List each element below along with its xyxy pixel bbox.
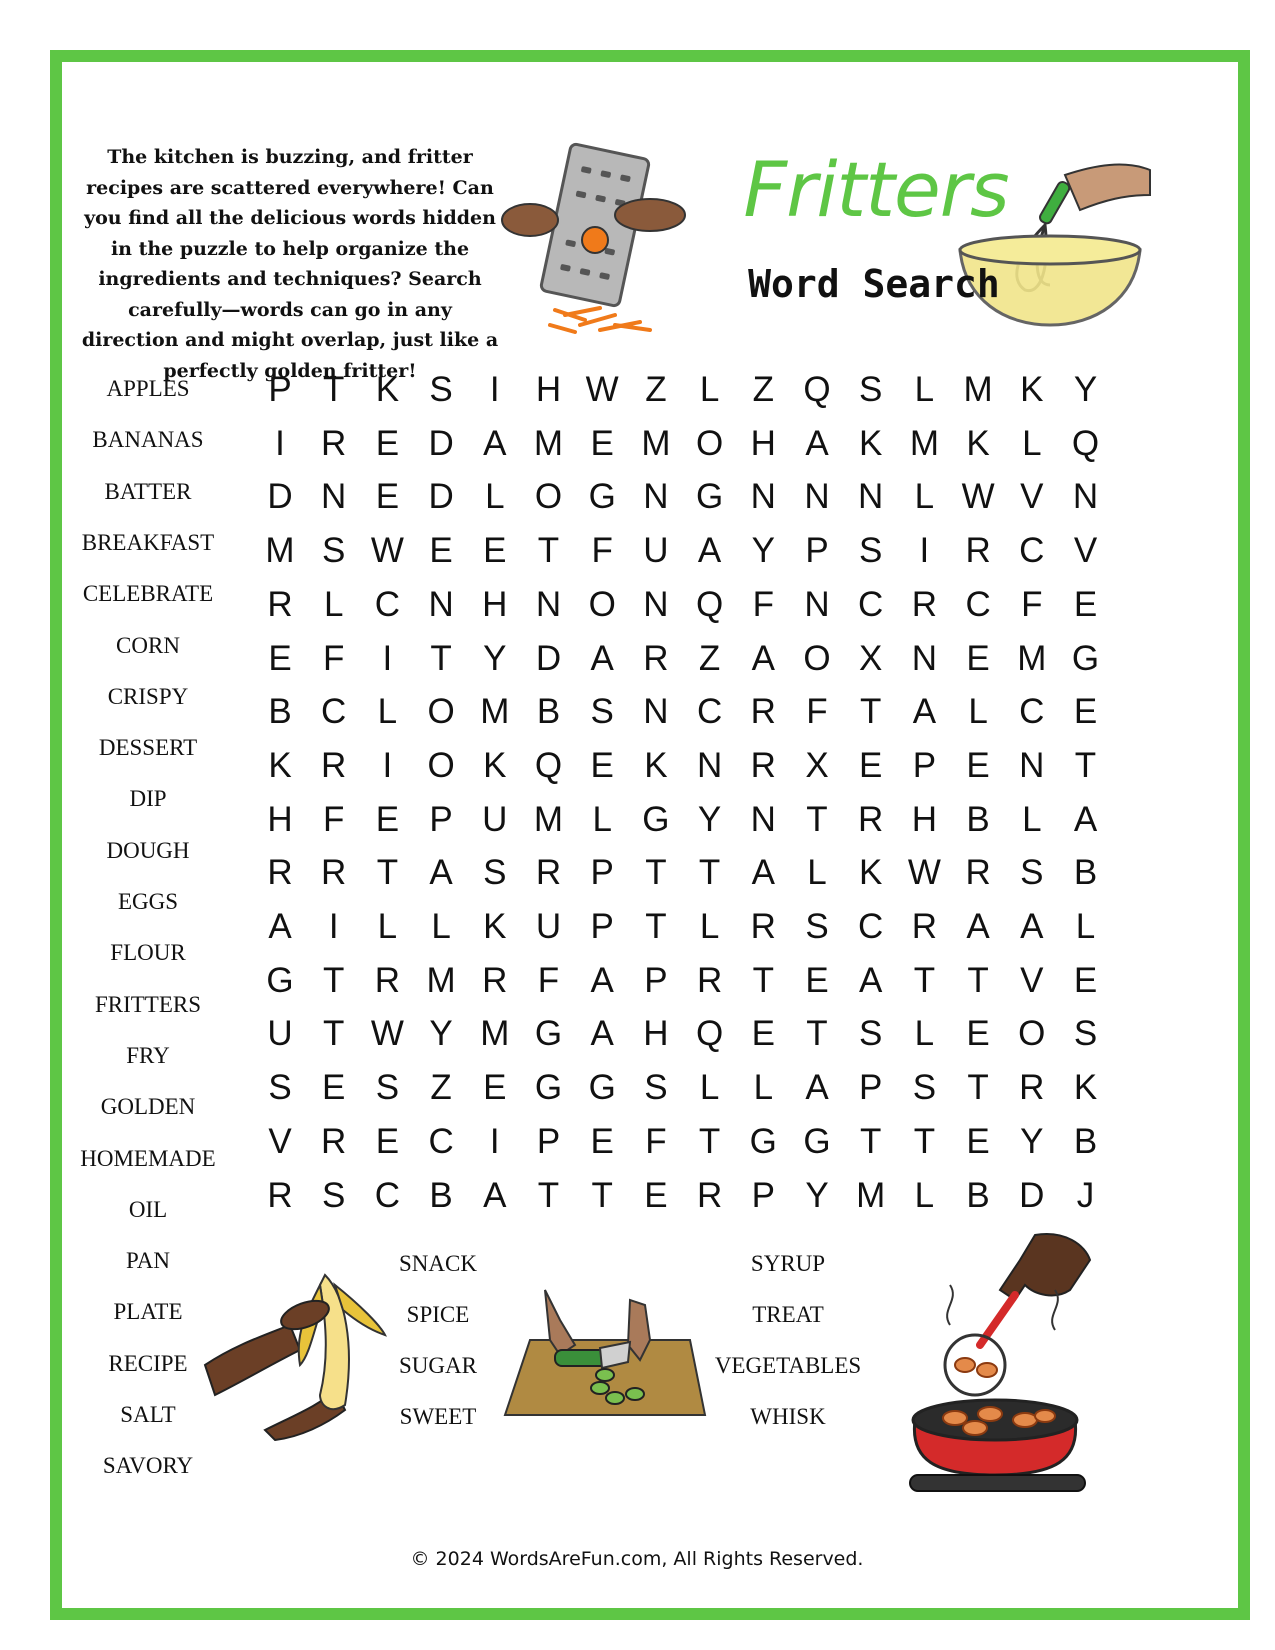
grid-cell: L (1075, 907, 1096, 946)
grid-cell: T (322, 370, 345, 409)
grid-cell: L (431, 907, 451, 946)
grid-cell: L (592, 799, 612, 839)
grid-cell: Y (805, 1175, 829, 1215)
grid-cell: C (696, 692, 723, 732)
word-list-item: BANANAS (92, 427, 204, 453)
grid-cell: A (429, 853, 453, 893)
grid-cell: L (699, 1068, 720, 1108)
grid-cell: A (590, 1014, 614, 1054)
grid-cell: L (699, 907, 720, 946)
cutting-board-icon (500, 1290, 710, 1425)
grid-cell: D (535, 638, 562, 678)
grid-cell: S (429, 370, 453, 409)
grid-cell: O (695, 423, 724, 463)
grid-cell: R (267, 853, 293, 893)
grid-cell: L (914, 1014, 935, 1054)
grid-cell: K (483, 907, 507, 946)
grid-cell: T (698, 1121, 721, 1161)
grid-cell: Z (645, 370, 667, 409)
grid-cell: N (535, 584, 562, 624)
grid-cell: F (322, 799, 345, 839)
grid-cell: I (275, 423, 285, 463)
grid-cell: K (483, 745, 507, 785)
grid-cell: N (1019, 745, 1045, 785)
grid-cell: A (590, 960, 614, 1000)
grid-cell: R (911, 584, 938, 624)
grid-cell: S (322, 531, 346, 571)
grid-cell: O (1018, 1014, 1046, 1054)
grid-cell: P (751, 1175, 775, 1215)
grid-cell: I (382, 745, 393, 785)
grid-cell: N (696, 745, 723, 785)
grid-cell: T (752, 960, 774, 1000)
grid-cell: P (268, 370, 292, 409)
grid-cell: Y (697, 799, 722, 839)
grid-cell: R (321, 1121, 347, 1161)
grid-cell: V (268, 1121, 292, 1161)
grid-cell: A (805, 1068, 829, 1108)
grid-cell: E (1073, 584, 1098, 624)
grid-cell: L (323, 584, 344, 624)
grid-cell: O (427, 745, 455, 785)
grid-cell: U (267, 1014, 293, 1054)
grid-cell: S (322, 1175, 346, 1215)
word-list-item: DOUGH (106, 837, 190, 863)
grid-cell: L (1022, 799, 1042, 839)
grid-cell: A (590, 638, 614, 678)
word-list-item: SUGAR (399, 1353, 477, 1378)
grid-cell: Q (695, 584, 724, 624)
grid-cell: L (914, 477, 935, 517)
grid-cell: E (375, 423, 400, 463)
grid-cell: F (322, 638, 345, 678)
word-list-item: BATTER (104, 478, 192, 504)
grid-cell: W (370, 531, 404, 571)
grid-cell: Z (698, 638, 721, 678)
grid-cell: S (859, 370, 883, 409)
grid-cell: R (321, 853, 347, 893)
grid-cell: G (1071, 638, 1100, 678)
grid-cell: G (588, 477, 616, 517)
grid-cell: B (1073, 853, 1098, 893)
grid-cell: L (377, 692, 398, 732)
grid-cell: K (375, 370, 400, 409)
grid-cell: H (482, 584, 508, 624)
grid-cell: E (590, 745, 614, 785)
grid-cell: A (1073, 799, 1098, 839)
grid-cell: M (909, 423, 939, 463)
grid-cell: N (750, 799, 776, 839)
frying-pan-icon (895, 1230, 1105, 1500)
grid-cell: G (588, 1068, 616, 1108)
word-list-item: SYRUP (750, 1251, 826, 1276)
grid-cell: A (966, 907, 990, 946)
grid-cell: S (590, 692, 614, 732)
word-list-item: FLOUR (110, 940, 186, 966)
grid-cell: O (803, 638, 831, 678)
grid-cell: F (752, 584, 774, 624)
grid-cell: T (913, 1121, 936, 1161)
grid-cell: C (428, 1121, 454, 1161)
grid-cell: H (911, 799, 938, 839)
word-list-item: PLATE (113, 1299, 183, 1325)
grid-cell: L (485, 477, 505, 517)
grid-cell: L (1022, 423, 1042, 463)
grid-cell: R (696, 960, 723, 1000)
grid-cell: L (699, 370, 720, 409)
grid-cell: R (535, 853, 562, 893)
grid-cell: I (489, 1121, 500, 1161)
grid-cell: P (805, 531, 829, 571)
grid-cell: E (966, 1014, 990, 1054)
grid-cell: B (429, 1175, 453, 1215)
word-list-item: CORN (116, 632, 180, 658)
grid-cell: S (644, 1068, 668, 1108)
grid-cell: E (966, 745, 990, 785)
grid-cell: E (322, 1068, 346, 1108)
grid-cell: C (1019, 692, 1045, 732)
grid-cell: C (858, 907, 884, 946)
grid-cell: R (267, 584, 293, 624)
grid-cell: R (750, 692, 776, 732)
grid-cell: C (321, 692, 347, 732)
banana-peel-icon (195, 1255, 395, 1440)
grid-cell: B (966, 1175, 990, 1215)
grid-cell: O (534, 477, 563, 517)
word-list-item: VEGETABLES (714, 1353, 862, 1378)
grid-cell: E (966, 1121, 990, 1161)
grid-cell: M (963, 370, 993, 409)
grid-cell: Q (803, 370, 831, 409)
grid-cell: A (805, 423, 829, 463)
grid-cell: E (375, 477, 400, 517)
grid-cell: C (374, 584, 401, 624)
grid-cell: Y (1020, 1121, 1044, 1161)
grid-cell: K (1073, 1068, 1098, 1108)
grid-cell: R (321, 745, 347, 785)
grid-cell: M (1017, 638, 1047, 678)
grid-cell: G (803, 1121, 831, 1161)
word-list-item: CRISPY (107, 683, 189, 709)
grid-cell: I (382, 638, 393, 678)
grid-cell: P (644, 960, 668, 1000)
grid-cell: U (643, 531, 669, 571)
grid-cell: K (966, 423, 990, 463)
word-list-item: WHISK (750, 1404, 826, 1429)
word-list-item: SALT (120, 1402, 176, 1427)
grid-cell: T (591, 1175, 613, 1215)
grid-cell: A (268, 907, 292, 946)
grid-cell: M (265, 531, 295, 571)
grid-cell: V (1073, 531, 1098, 571)
grid-cell: R (643, 638, 669, 678)
grid-cell: E (859, 745, 883, 785)
grid-cell: T (430, 638, 452, 678)
grid-cell: V (1020, 960, 1044, 1000)
grid-cell: S (375, 1068, 400, 1108)
grid-cell: B (1073, 1121, 1098, 1161)
grid-cell: A (483, 423, 507, 463)
page-title: Fritters (743, 145, 1009, 234)
grid-cell: T (806, 799, 828, 839)
grid-cell: W (585, 370, 619, 409)
grid-cell: G (642, 799, 670, 839)
grid-cell: T (806, 1014, 828, 1054)
grid-cell: L (377, 907, 398, 946)
grid-cell: E (590, 1121, 614, 1161)
grid-cell: S (859, 531, 883, 571)
grid-cell: E (268, 638, 292, 678)
word-list-item: APPLES (106, 376, 190, 401)
grid-cell: R (321, 423, 347, 463)
grid-cell: J (1076, 1175, 1095, 1215)
grid-cell: E (483, 531, 507, 571)
grid-cell: E (375, 799, 400, 839)
grid-cell: Q (534, 745, 563, 785)
word-list-item: HOMEMADE (80, 1145, 216, 1171)
grid-cell: P (859, 1068, 883, 1108)
grid-cell: E (751, 1014, 775, 1054)
grid-cell: F (645, 1121, 667, 1161)
grid-cell: A (751, 853, 775, 893)
grid-cell: R (750, 907, 776, 946)
grid-cell: V (1020, 477, 1044, 517)
word-list-item: SNACK (399, 1251, 477, 1276)
grid-cell: D (428, 477, 454, 517)
grid-cell: X (859, 638, 883, 678)
grid-cell: G (749, 1121, 777, 1161)
grid-cell: E (483, 1068, 507, 1108)
grid-cell: G (695, 477, 724, 517)
grid-cell: A (859, 960, 883, 1000)
grid-cell: H (750, 423, 776, 463)
word-list-item: FRITTERS (94, 991, 202, 1017)
grid-cell: T (322, 1014, 345, 1054)
grid-cell: S (805, 907, 829, 946)
word-list-item: BREAKFAST (81, 529, 215, 555)
grid-cell: C (858, 584, 884, 624)
grid-cell: T (537, 1175, 560, 1215)
grid-cell: S (859, 1014, 883, 1054)
grid-cell: N (643, 692, 669, 732)
grid-cell: D (428, 423, 454, 463)
grid-cell: B (966, 799, 990, 839)
grid-cell: P (536, 1121, 561, 1161)
grid-cell: N (321, 477, 347, 517)
grid-cell: N (643, 477, 669, 517)
intro-text: The kitchen is buzzing, and fritter recipes are scattered everywhere! Can you find all the delicious words hidden in the puzzle to help organize the ingredients and techniques? Search carefully—words can go in any direction and might overlap, just like a perfectly golden fritter! (81, 146, 499, 382)
grid-cell: E (1073, 692, 1098, 732)
word-list-item: PAN (126, 1248, 170, 1274)
grid-cell: T (322, 960, 345, 1000)
grid-cell: T (913, 960, 936, 1000)
grid-cell: L (807, 853, 827, 893)
grid-cell: S (1073, 1014, 1098, 1054)
grid-cell: S (912, 1068, 937, 1108)
grid-cell: W (961, 477, 995, 517)
grid-cell: M (533, 423, 564, 463)
grid-cell: T (859, 692, 882, 732)
grid-cell: F (806, 692, 828, 732)
grid-cell: U (482, 799, 508, 839)
grid-cell: M (533, 799, 564, 839)
grid-cell: N (643, 584, 669, 624)
grid-cell: N (804, 477, 830, 517)
grid-cell: R (374, 960, 401, 1000)
word-list-item: DESSERT (98, 735, 198, 761)
grater-icon (490, 140, 690, 340)
grid-cell: D (1019, 1175, 1045, 1215)
grid-cell: A (483, 1175, 507, 1215)
grid-cell: A (697, 531, 722, 571)
grid-cell: T (698, 853, 721, 893)
grid-cell: O (588, 584, 616, 624)
grid-cell: R (267, 1175, 293, 1215)
grid-cell: I (489, 370, 500, 409)
grid-cell: G (534, 1014, 563, 1054)
word-list-item: SWEET (399, 1404, 477, 1429)
grid-cell: T (859, 1121, 882, 1161)
grid-cell: T (645, 907, 667, 946)
word-list-item: GOLDEN (100, 1094, 196, 1120)
grid-cell: M (480, 692, 510, 732)
page-subtitle: Word Search (748, 262, 1000, 306)
grid-cell: L (914, 1175, 935, 1215)
grid-cell: M (856, 1175, 886, 1215)
grid-cell: T (645, 853, 667, 893)
word-list-item: CELEBRATE (82, 581, 214, 607)
grid-cell: K (1020, 370, 1044, 409)
grid-cell: S (268, 1068, 292, 1108)
grid-cell: R (696, 1175, 723, 1215)
grid-cell: T (967, 1068, 989, 1108)
grid-cell: O (427, 692, 455, 732)
grid-cell: T (537, 531, 560, 571)
copyright-footer: © 2024 WordsAreFun.com, All Rights Reserved. (410, 1548, 864, 1570)
grid-cell: E (429, 531, 453, 571)
grid-cell: K (644, 745, 668, 785)
grid-cell: M (641, 423, 671, 463)
grid-cell: F (1021, 584, 1043, 624)
grid-cell: R (1019, 1068, 1045, 1108)
grid-cell: P (590, 853, 614, 893)
grid-cell: P (590, 907, 614, 946)
grid-cell: M (426, 960, 456, 1000)
grid-cell: E (375, 1121, 400, 1161)
grid-cell: G (534, 1068, 563, 1108)
grid-cell: W (907, 853, 941, 893)
grid-cell: T (967, 960, 989, 1000)
grid-cell: F (591, 531, 613, 571)
word-list-item: DIP (129, 786, 167, 812)
grid-cell: I (328, 907, 339, 946)
grid-cell: S (483, 853, 507, 893)
grid-cell: W (370, 1014, 404, 1054)
grid-cell: N (858, 477, 884, 517)
grid-cell: Q (695, 1014, 724, 1054)
grid-cell: K (859, 423, 883, 463)
grid-cell: N (804, 584, 830, 624)
grid-cell: U (535, 907, 562, 946)
word-list-item: FRY (126, 1042, 170, 1068)
word-list-item: RECIPE (108, 1350, 188, 1376)
word-list-item: OIL (128, 1196, 168, 1222)
grid-cell: Z (430, 1068, 452, 1108)
grid-cell: K (859, 853, 883, 893)
grid-cell: L (968, 692, 988, 732)
grid-cell: R (482, 960, 508, 1000)
grid-cell: E (644, 1175, 668, 1215)
grid-cell: T (1074, 745, 1097, 785)
grid-cell: T (376, 853, 399, 893)
grid-cell: Q (1071, 423, 1100, 463)
grid-cell: C (374, 1175, 401, 1215)
grid-cell: G (266, 960, 294, 1000)
grid-cell: Z (752, 370, 774, 409)
grid-cell: L (753, 1068, 774, 1108)
grid-cell: M (480, 1014, 510, 1054)
grid-cell: E (1073, 960, 1098, 1000)
grid-cell: L (914, 370, 935, 409)
grid-cell: E (966, 638, 990, 678)
grid-cell: H (535, 370, 562, 409)
grid-cell: N (750, 477, 776, 517)
word-list-item: TREAT (752, 1302, 824, 1327)
grid-cell: S (1020, 853, 1044, 893)
grid-cell: Y (429, 1014, 453, 1054)
grid-cell: A (912, 692, 937, 732)
grid-cell: B (536, 692, 561, 732)
grid-cell: Y (751, 531, 775, 571)
grid-cell: X (805, 745, 829, 785)
grid-cell: E (590, 423, 614, 463)
grid-cell: D (267, 477, 293, 517)
grid-cell: N (428, 584, 454, 624)
grid-cell: B (268, 692, 292, 732)
grid-cell: R (965, 853, 991, 893)
grid-cell: H (267, 799, 293, 839)
grid-cell: H (643, 1014, 669, 1054)
grid-cell: F (537, 960, 560, 1000)
grid-cell: E (805, 960, 829, 1000)
grid-cell: Y (483, 638, 507, 678)
grid-cell: P (912, 745, 937, 785)
grid-cell: Y (1073, 370, 1098, 409)
word-list-item: EGGS (117, 889, 179, 914)
word-list-item: SPICE (406, 1302, 470, 1327)
grid-cell: C (965, 584, 991, 624)
grid-cell: R (965, 531, 991, 571)
word-list-item: SAVORY (102, 1453, 194, 1479)
grid-cell: K (268, 745, 292, 785)
grid-cell: R (858, 799, 884, 839)
grid-cell: R (750, 745, 776, 785)
grid-cell: C (1019, 531, 1045, 571)
grid-cell: I (919, 531, 930, 571)
grid-cell: N (911, 638, 938, 678)
grid-cell: P (429, 799, 453, 839)
grid-cell: R (911, 907, 938, 946)
grid-cell: A (1020, 907, 1044, 946)
grid-cell: A (751, 638, 775, 678)
grid-cell: N (1072, 477, 1099, 517)
